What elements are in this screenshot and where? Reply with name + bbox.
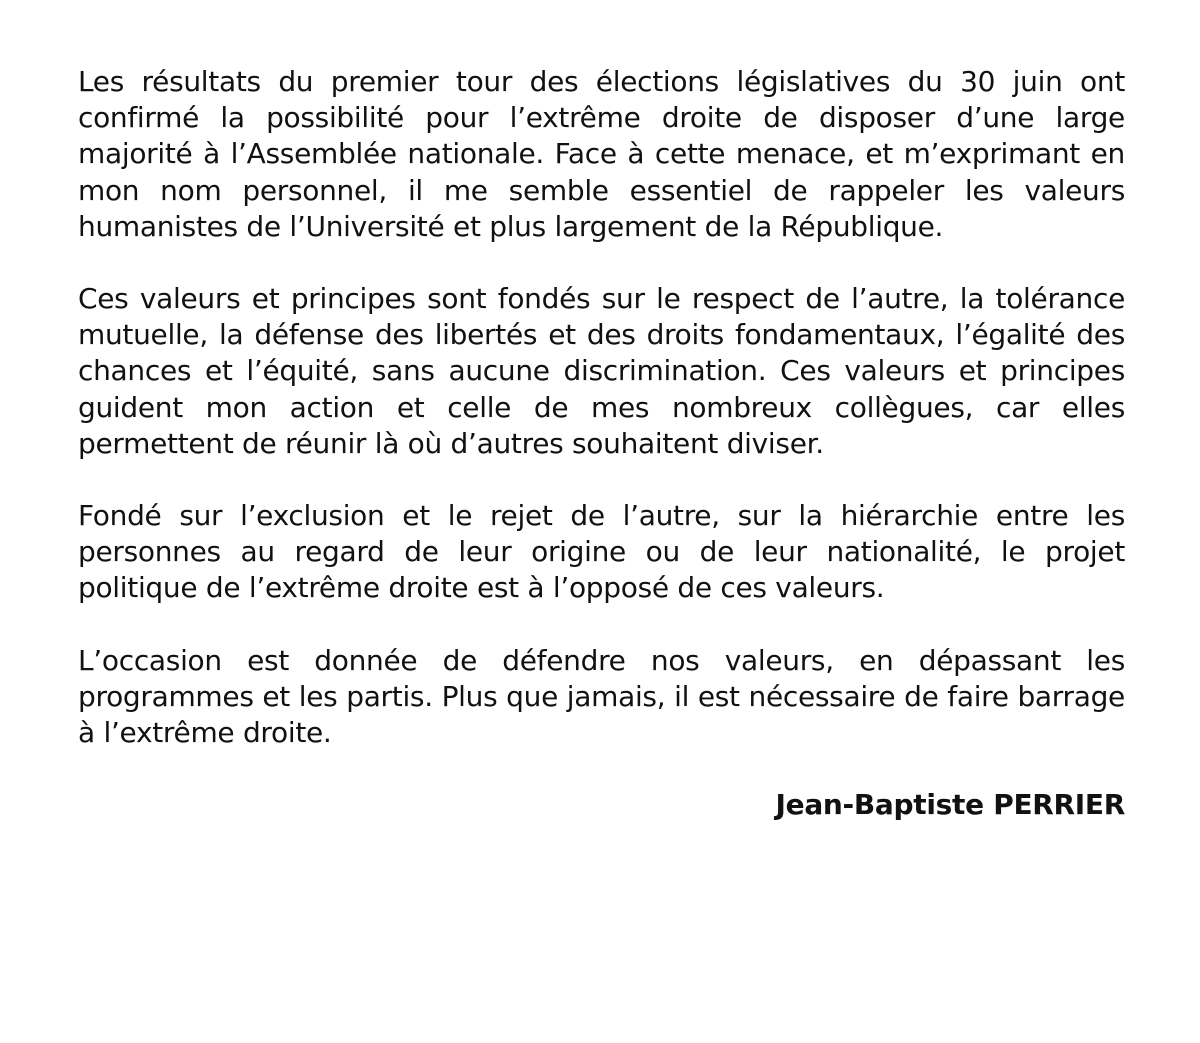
signature: Jean-Baptiste PERRIER (775, 788, 1125, 822)
paragraph-values: Ces valeurs et principes sont fondés sur le respect de l’autre, la tolérance mutuelle, la défense des libertés et des droits fondamentaux, l’égalité des chances et l’équité, sans aucune discrimination. Ces valeurs et principes guident mon action et celle de mes nombreux collègues, car elles permettent de réunir là où d’autres souhaitent diviser. (78, 282, 1125, 460)
paragraph-far-right-project: Fondé sur l’exclusion et le rejet de l’autre, sur la hiérarchie entre les personnes au regard de leur origine ou de leur nationalité, le projet politique de l’extrême droite est à l’opposé de ces valeurs. (78, 499, 1125, 605)
paragraph-call-to-action: L’occasion est donnée de défendre nos valeurs, en dépassant les programmes et les partis. Plus que jamais, il est nécessaire de faire barrage à l’extrême droite. (78, 643, 1125, 750)
paragraph-results: Les résultats du premier tour des élections législatives du 30 juin ont confirmé la possibilité pour l’extrême droite de disposer d’une large majorité à l’Assemblée nationale. Face à cette menace, et m’exprimant en mon nom personnel, il me semble essentiel de rappeler les valeurs humanistes de l’Université et plus largement de la République. (78, 65, 1125, 243)
document-body (78, 64, 1125, 823)
